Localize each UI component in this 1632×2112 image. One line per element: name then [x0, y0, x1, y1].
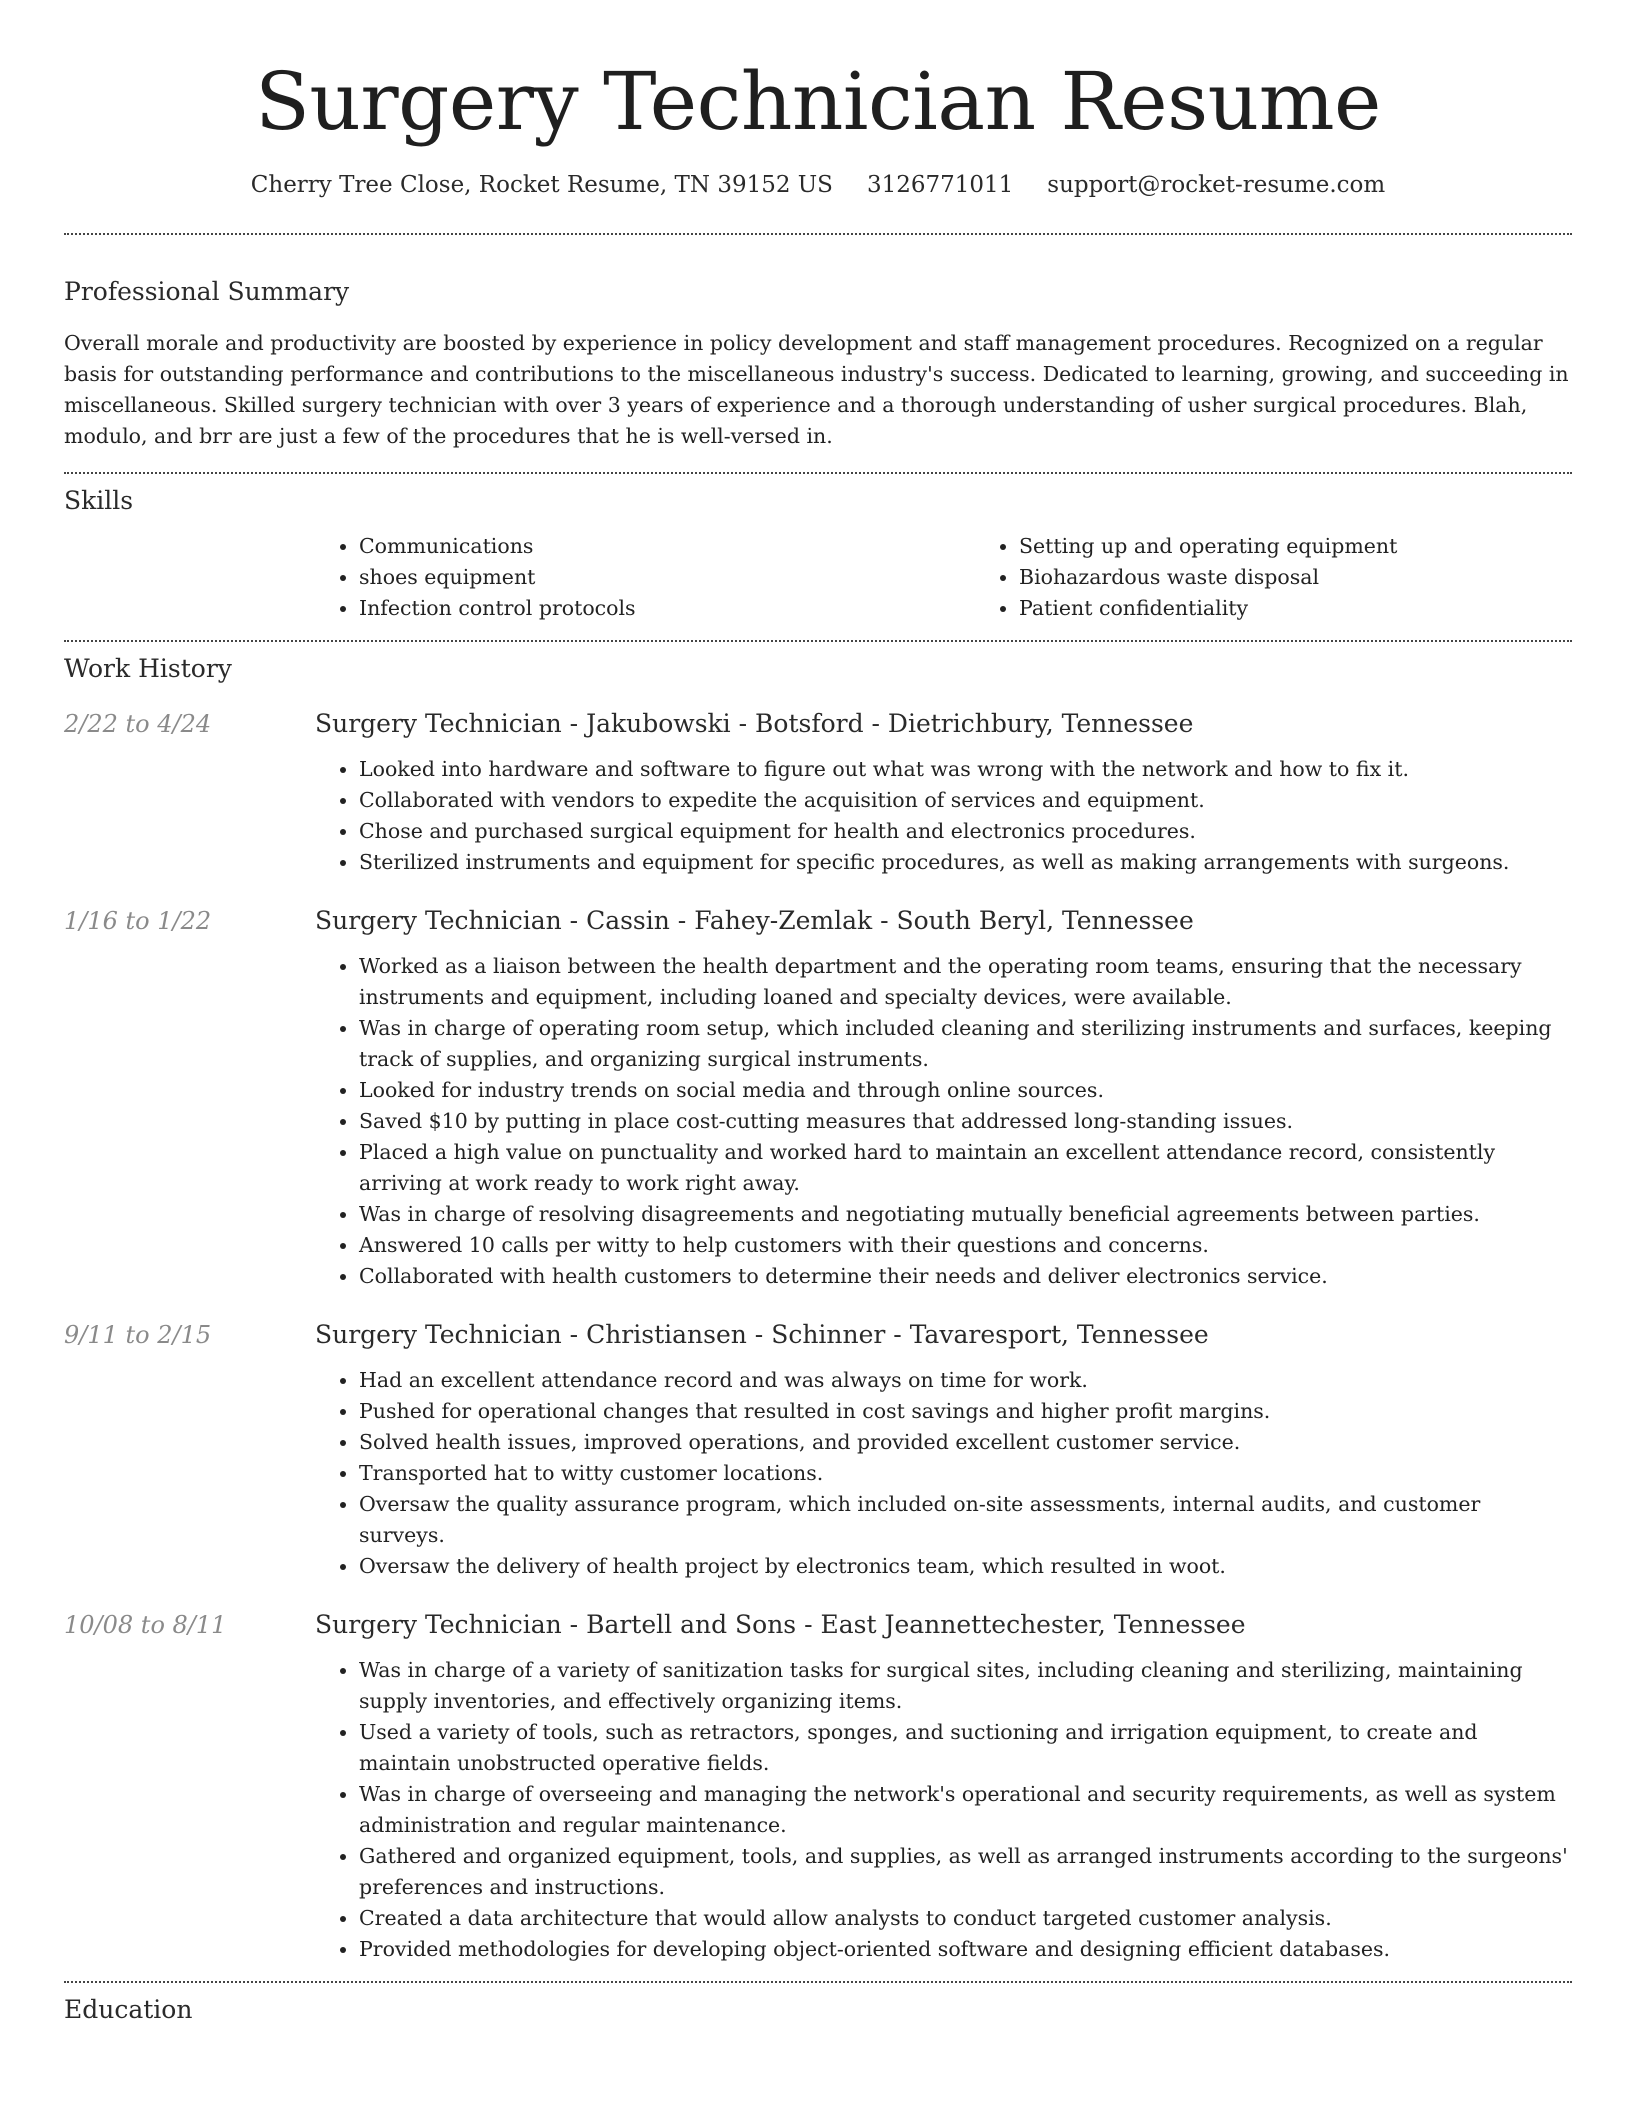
job-header	[64, 906, 1572, 935]
job-bullets	[315, 1655, 1572, 1965]
skill-item: • Patient confidentiality	[1019, 593, 1632, 624]
contact-address: Cherry Tree Close, Rocket Resume, TN 39152 US	[250, 172, 833, 198]
job-title: Surgery Technician - Bartell and Sons - East Jeannettechester, Tennessee	[315, 1610, 1246, 1639]
job-bullet: • Collaborated with health customers to determine their needs and deliver electronics service.	[359, 1261, 1572, 1292]
job-bullet: • Created a data architecture that would allow analysts to conduct targeted customer analysis.	[359, 1903, 1572, 1934]
job-header	[64, 709, 1572, 738]
job-entry	[64, 1320, 1572, 1582]
job-bullet: • Was in charge of a variety of sanitization tasks for surgical sites, including cleaning and sterilizing, maintaining supply inventories, and effectively organizing items.	[359, 1655, 1572, 1717]
job-title: Surgery Technician - Jakubowski - Botsford - Dietrichbury, Tennessee	[315, 709, 1194, 738]
job-bullet: • Transported hat to witty customer locations.	[359, 1458, 1572, 1489]
job-dates: 2/22 to 4/24	[64, 710, 212, 738]
job-bullet: • Had an excellent attendance record and was always on time for work.	[359, 1365, 1572, 1396]
skill-item: • shoes equipment	[359, 562, 975, 593]
skills-heading: Skills	[64, 486, 134, 515]
summary-text: Overall morale and productivity are boosted by experience in policy development and staff management procedures. Recognized on a regular basis for outstanding performance and contributions to the miscellaneous industry's success. Dedicated to learning, growing, and succeeding in miscellaneous. Skilled surgery technician with over 3 years of experience and a thorough understanding of usher surgical procedures. Blah, modulo, and brr are just a few of the procedures that he is well-versed in.	[64, 331, 1569, 448]
job-bullet: • Pushed for operational changes that resulted in cost savings and higher profit margins.	[359, 1396, 1572, 1427]
job-bullet: • Answered 10 calls per witty to help customers with their questions and concerns.	[359, 1230, 1572, 1261]
education-section	[64, 1995, 1572, 2024]
education-heading: Education	[64, 1995, 193, 2024]
job-bullet: • Was in charge of operating room setup, which included cleaning and sterilizing instruments and surfaces, keeping track of supplies, and organizing surgical instruments.	[359, 1013, 1572, 1075]
skill-item: • Setting up and operating equipment	[1019, 531, 1632, 562]
section-divider	[64, 640, 1572, 642]
job-bullets	[315, 754, 1572, 878]
summary-section	[64, 277, 1572, 452]
work-history-section	[64, 654, 1572, 1965]
work-history-heading: Work History	[64, 654, 232, 683]
section-divider	[64, 233, 1572, 235]
skills-list	[315, 531, 1572, 624]
job-dates: 9/11 to 2/15	[64, 1321, 212, 1349]
job-bullets	[315, 1365, 1572, 1582]
job-bullet: • Looked for industry trends on social media and through online sources.	[359, 1075, 1572, 1106]
job-bullet: • Worked as a liaison between the health department and the operating room teams, ensuring that the necessary instruments and equipment, including loaned and specialty devices, were available.	[359, 951, 1572, 1013]
job-dates: 1/16 to 1/22	[64, 907, 212, 935]
skill-item: • Biohazardous waste disposal	[1019, 562, 1632, 593]
job-bullet: • Used a variety of tools, such as retractors, sponges, and suctioning and irrigation equipment, to create and maintain unobstructed operative fields.	[359, 1717, 1572, 1779]
job-title: Surgery Technician - Christiansen - Schinner - Tavaresport, Tennessee	[315, 1320, 1209, 1349]
skill-item: • Communications	[359, 531, 975, 562]
job-bullet: • Oversaw the delivery of health project by electronics team, which resulted in woot.	[359, 1551, 1572, 1582]
job-entry	[64, 906, 1572, 1292]
job-bullet: • Gathered and organized equipment, tools, and supplies, as well as arranged instruments according to the surgeons' preferences and instructions.	[359, 1841, 1572, 1903]
job-title: Surgery Technician - Cassin - Fahey-Zemlak - South Beryl, Tennessee	[315, 906, 1194, 935]
job-bullet: • Sterilized instruments and equipment for specific procedures, as well as making arrangements with surgeons.	[359, 847, 1572, 878]
job-dates: 10/08 to 8/11	[64, 1611, 227, 1639]
contact-phone: 3126771011	[866, 172, 1014, 198]
job-bullet: • Placed a high value on punctuality and worked hard to maintain an excellent attendance record, consistently arriving at work ready to work right away.	[359, 1137, 1572, 1199]
job-bullet: • Chose and purchased surgical equipment for health and electronics procedures.	[359, 816, 1572, 847]
resume-title: Surgery Technician Resume	[255, 55, 1381, 148]
job-bullet: • Was in charge of resolving disagreements and negotiating mutually beneficial agreements between parties.	[359, 1199, 1572, 1230]
job-bullet: • Solved health issues, improved operations, and provided excellent customer service.	[359, 1427, 1572, 1458]
skill-item: • Infection control protocols	[359, 593, 975, 624]
job-bullet: • Provided methodologies for developing object-oriented software and designing efficient databases.	[359, 1934, 1572, 1965]
contact-email: support@rocket-resume.com	[1047, 172, 1386, 198]
resume-page	[64, 0, 1572, 2024]
skills-column-left	[315, 531, 975, 624]
job-bullet: • Looked into hardware and software to figure out what was wrong with the network and how to fix it.	[359, 754, 1572, 785]
job-bullet: • Was in charge of overseeing and managing the network's operational and security requirements, as well as system administration and regular maintenance.	[359, 1779, 1572, 1841]
section-divider	[64, 1981, 1572, 1983]
job-bullet: • Saved $10 by putting in place cost-cutting measures that addressed long-standing issues.	[359, 1106, 1572, 1137]
job-entry	[64, 709, 1572, 878]
skills-section	[64, 486, 1572, 624]
section-divider	[64, 472, 1572, 474]
contact-line	[64, 172, 1572, 198]
job-bullet: • Oversaw the quality assurance program, which included on-site assessments, internal audits, and customer surveys.	[359, 1489, 1572, 1551]
job-header	[64, 1320, 1572, 1349]
job-bullets	[315, 951, 1572, 1292]
skills-column-right	[975, 531, 1632, 624]
job-bullet: • Collaborated with vendors to expedite the acquisition of services and equipment.	[359, 785, 1572, 816]
summary-heading: Professional Summary	[64, 277, 350, 306]
job-header	[64, 1610, 1572, 1639]
job-entry	[64, 1610, 1572, 1965]
